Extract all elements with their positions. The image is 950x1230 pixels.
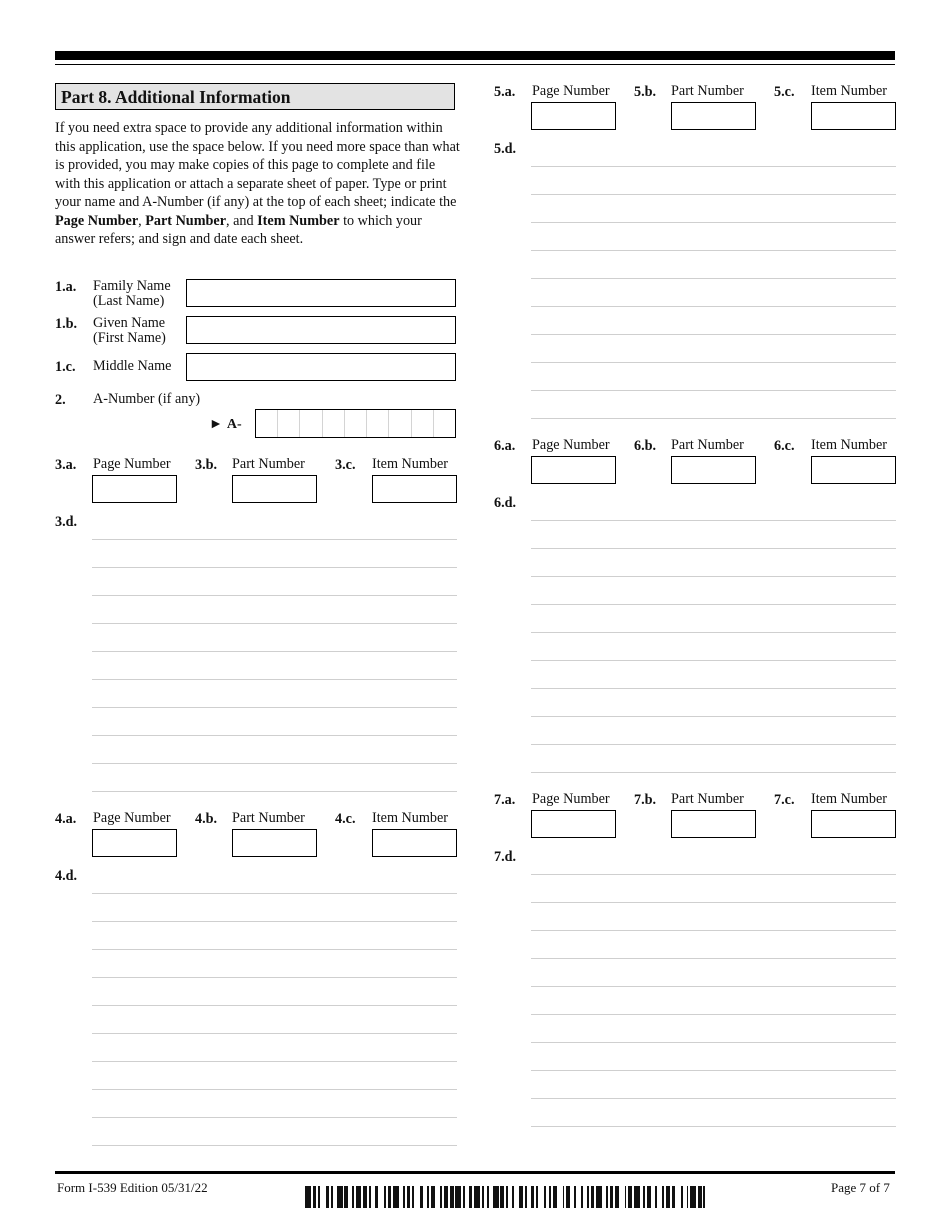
item-number: 5.c.: [774, 84, 795, 100]
answer-line[interactable]: [531, 688, 896, 689]
page-number-input[interactable]: [531, 456, 616, 484]
a-number-digit-cell: [412, 410, 434, 437]
item-number-label: Item Number: [372, 456, 449, 472]
item-number: 4.a.: [55, 811, 77, 827]
answer-line[interactable]: [531, 902, 896, 903]
part-number-input[interactable]: [232, 829, 317, 857]
family-name-input[interactable]: [186, 279, 456, 307]
answer-line[interactable]: [531, 930, 896, 931]
given-name-input[interactable]: [186, 316, 456, 344]
answer-line[interactable]: [531, 1098, 896, 1099]
item-number: 5.b.: [634, 84, 657, 100]
answer-line[interactable]: [531, 548, 896, 549]
item-number: 5.d.: [494, 141, 517, 157]
family-name-label: Family Name (Last Name): [93, 278, 171, 309]
part-number-label: Part Number: [232, 456, 305, 472]
item-number-input[interactable]: [811, 456, 896, 484]
barcode-image: [305, 1186, 710, 1208]
answer-line[interactable]: [531, 576, 896, 577]
item-number: 3.c.: [335, 457, 356, 473]
answer-line[interactable]: [531, 660, 896, 661]
answer-line[interactable]: [531, 604, 896, 605]
answer-line[interactable]: [92, 623, 457, 624]
answer-line[interactable]: [92, 651, 457, 652]
arrow-right-icon: ►: [209, 417, 223, 432]
answer-line[interactable]: [531, 1126, 896, 1127]
item-number: 7.b.: [634, 792, 657, 808]
bottom-rule: [55, 1171, 895, 1174]
part-number-label: Part Number: [671, 437, 744, 453]
middle-name-input[interactable]: [186, 353, 456, 381]
item-number-label: Item Number: [811, 437, 888, 453]
answer-line[interactable]: [92, 1117, 457, 1118]
item-number: 7.a.: [494, 792, 516, 808]
item-number: 4.d.: [55, 868, 78, 884]
page-number-label: Page Number: [93, 810, 171, 826]
a-number-digit-cell: [278, 410, 300, 437]
item-number: 1.a.: [55, 279, 77, 295]
page-number-label: Page Number: [532, 791, 610, 807]
answer-line[interactable]: [531, 958, 896, 959]
answer-line[interactable]: [92, 707, 457, 708]
intro-emphasis: Item Number: [257, 212, 340, 229]
answer-line[interactable]: [531, 390, 896, 391]
answer-line[interactable]: [531, 744, 896, 745]
intro-text: ,: [138, 212, 146, 229]
answer-line[interactable]: [531, 194, 896, 195]
answer-line[interactable]: [531, 1070, 896, 1071]
intro-text: , and: [226, 212, 258, 229]
answer-line[interactable]: [92, 595, 457, 596]
part-number-input[interactable]: [232, 475, 317, 503]
page-number-input[interactable]: [92, 475, 177, 503]
answer-line[interactable]: [531, 418, 896, 419]
a-number-label: A-Number (if any): [93, 391, 201, 407]
item-number: 3.b.: [195, 457, 218, 473]
a-number-digit-cell: [345, 410, 367, 437]
answer-line[interactable]: [531, 278, 896, 279]
a-number-digit-cell: [256, 410, 278, 437]
a-number-digit-cell: [367, 410, 389, 437]
item-number: 6.b.: [634, 438, 657, 454]
a-number-prefix: A-: [226, 417, 242, 432]
part-number-label: Part Number: [671, 791, 744, 807]
instructions-paragraph: [55, 119, 460, 249]
item-number: 3.d.: [55, 514, 78, 530]
a-number-digit-cell: [389, 410, 411, 437]
answer-line[interactable]: [92, 1145, 457, 1146]
answer-line[interactable]: [531, 716, 896, 717]
intro-emphasis: Page Number: [55, 212, 139, 229]
item-number-input[interactable]: [811, 810, 896, 838]
page-number: Page 7 of 7: [831, 1180, 890, 1195]
answer-line[interactable]: [92, 1089, 457, 1090]
answer-line[interactable]: [92, 949, 457, 950]
page-number-label: Page Number: [93, 456, 171, 472]
item-number-input[interactable]: [372, 475, 457, 503]
item-number: 6.c.: [774, 438, 795, 454]
a-number-digit-cell: [323, 410, 345, 437]
item-number: 3.a.: [55, 457, 77, 473]
a-number-digit-cell: [300, 410, 322, 437]
item-number: 1.c.: [55, 359, 76, 375]
page-number-label: Page Number: [532, 437, 610, 453]
top-rule: [55, 51, 895, 60]
answer-line[interactable]: [92, 921, 457, 922]
item-number: 4.b.: [195, 811, 218, 827]
form-edition: Form I-539 Edition 05/31/22: [57, 1180, 208, 1195]
answer-line[interactable]: [531, 1042, 896, 1043]
a-number-digit-cell: [434, 410, 455, 437]
item-number-label: Item Number: [372, 810, 449, 826]
part-number-input[interactable]: [671, 810, 756, 838]
answer-line[interactable]: [531, 520, 896, 521]
answer-line[interactable]: [531, 1014, 896, 1015]
page-number-input[interactable]: [531, 102, 616, 130]
intro-emphasis: Part Number: [145, 212, 227, 229]
item-number: 7.d.: [494, 849, 517, 865]
page-number-label: Page Number: [532, 83, 610, 99]
item-number: 6.a.: [494, 438, 516, 454]
a-number-prefix-group: [209, 415, 242, 433]
answer-line[interactable]: [92, 977, 457, 978]
item-number: 2.: [55, 392, 66, 408]
item-number: 7.c.: [774, 792, 795, 808]
answer-line[interactable]: [531, 166, 896, 167]
answer-line[interactable]: [92, 1033, 457, 1034]
answer-line[interactable]: [531, 986, 896, 987]
part-header: Part 8. Additional Information: [55, 83, 455, 110]
answer-line[interactable]: [531, 874, 896, 875]
part-number-label: Part Number: [671, 83, 744, 99]
given-name-label: Given Name (First Name): [93, 315, 166, 346]
item-number: 4.c.: [335, 811, 356, 827]
item-number-label: Item Number: [811, 791, 888, 807]
answer-line[interactable]: [92, 791, 457, 792]
part-number-input[interactable]: [671, 102, 756, 130]
answer-line[interactable]: [92, 735, 457, 736]
intro-text: If you need extra space to provide any additional information within this application, use the space below. If you need more space than what is provided, you may make copies of this page to complete and file with this application or attach a separate sheet of paper. Type or print your name and A-Number (if any) at the top of each sheet; indicate the: [55, 120, 460, 210]
answer-line[interactable]: [92, 1005, 457, 1006]
item-number-input[interactable]: [811, 102, 896, 130]
middle-name-label: Middle Name: [93, 358, 172, 374]
answer-line[interactable]: [531, 632, 896, 633]
item-number: 6.d.: [494, 495, 517, 511]
answer-line[interactable]: [531, 334, 896, 335]
intro-text: to which your answer refers; and sign and date each sheet.: [55, 212, 422, 247]
answer-line[interactable]: [92, 893, 457, 894]
part-number-input[interactable]: [671, 456, 756, 484]
item-number-label: Item Number: [811, 83, 888, 99]
item-number: 5.a.: [494, 84, 516, 100]
answer-line[interactable]: [92, 539, 457, 540]
page-number-input[interactable]: [531, 810, 616, 838]
item-number-input[interactable]: [372, 829, 457, 857]
barcode-bar: [705, 1186, 709, 1208]
answer-line[interactable]: [531, 772, 896, 773]
answer-line[interactable]: [531, 250, 896, 251]
top-thin-rule: [55, 64, 895, 65]
answer-line[interactable]: [92, 679, 457, 680]
a-number-input[interactable]: [255, 409, 456, 438]
answer-line[interactable]: [92, 1061, 457, 1062]
answer-line[interactable]: [531, 362, 896, 363]
item-number: 1.b.: [55, 316, 78, 332]
answer-line[interactable]: [92, 763, 457, 764]
answer-line[interactable]: [531, 222, 896, 223]
answer-line[interactable]: [92, 567, 457, 568]
part-number-label: Part Number: [232, 810, 305, 826]
page-number-input[interactable]: [92, 829, 177, 857]
answer-line[interactable]: [531, 306, 896, 307]
